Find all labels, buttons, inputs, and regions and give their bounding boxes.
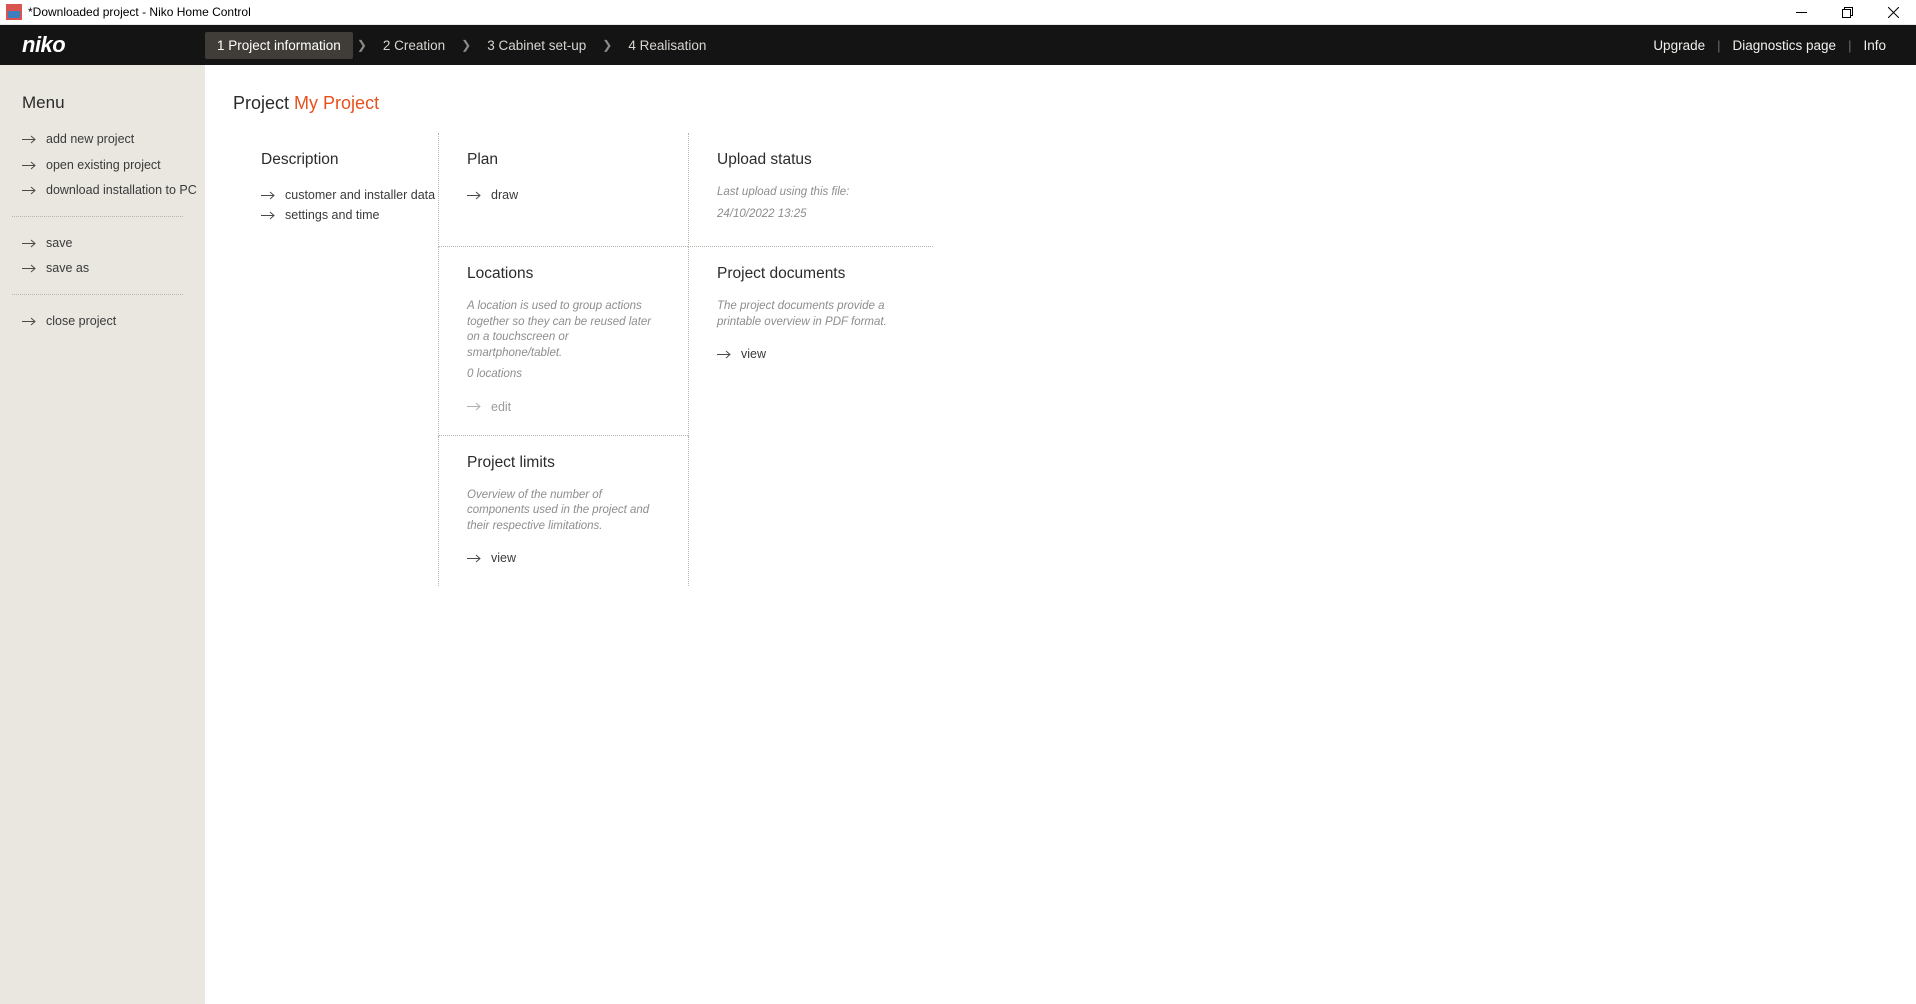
- card-empty: [233, 247, 438, 436]
- diagnostics-page-link[interactable]: Diagnostics page: [1732, 37, 1837, 53]
- card-title: Plan: [467, 151, 499, 168]
- main-content: [205, 65, 1916, 1004]
- arrow-right-icon: [22, 135, 40, 144]
- arrow-right-icon: [22, 239, 40, 248]
- locations-count: 0 locations: [467, 368, 522, 381]
- card-project-limits: [438, 436, 688, 587]
- arrow-right-icon: [261, 191, 279, 200]
- locations-note: A location is used to group actions together so they can be reused later on a touchscreen or smartphone/tablet.: [467, 300, 652, 359]
- sidebar-item-label: add new project: [46, 132, 135, 146]
- maximize-icon[interactable]: [1824, 0, 1870, 24]
- card-title: Upload status: [717, 151, 812, 168]
- sidebar-item-save[interactable]: [22, 231, 205, 257]
- card-project-documents: [688, 247, 933, 436]
- sidebar-group-save: [0, 217, 205, 282]
- top-navbar: [0, 25, 1916, 65]
- link-label: edit: [491, 399, 512, 414]
- info-link[interactable]: Info: [1863, 37, 1886, 53]
- upload-status-note: Last upload using this file:: [717, 186, 850, 198]
- project-limits-note: Overview of the number of components used in the project and their respective limitations.: [467, 488, 650, 532]
- sidebar-item-close-project[interactable]: [22, 309, 205, 335]
- link-label: view: [741, 347, 767, 362]
- sidebar-item-label: open existing project: [46, 157, 161, 172]
- sidebar-item-label: close project: [46, 313, 117, 328]
- sidebar-item-add-new-project[interactable]: [22, 127, 205, 153]
- arrow-right-icon: [467, 554, 485, 563]
- arrow-right-icon: [22, 161, 40, 170]
- link-customer-and-installer-data[interactable]: [261, 185, 436, 205]
- close-icon[interactable]: [1870, 0, 1916, 24]
- window-title: *Downloaded project - Niko Home Control: [28, 5, 251, 19]
- arrow-right-icon: [22, 264, 40, 273]
- cards-row: [233, 436, 933, 587]
- link-view-project-documents[interactable]: [717, 344, 909, 364]
- sidebar-item-label: save: [46, 235, 73, 250]
- sidebar-item-label: download installation to PC: [46, 183, 197, 197]
- card-title: Description: [261, 151, 339, 168]
- link-settings-and-time[interactable]: [261, 205, 414, 225]
- link-label: settings and time: [285, 208, 380, 222]
- minimize-icon[interactable]: [1778, 0, 1824, 24]
- card-upload-status: [688, 133, 933, 247]
- link-label: customer and installer data: [285, 188, 436, 202]
- link-label: draw: [491, 188, 519, 202]
- nav-separator: |: [1848, 37, 1852, 53]
- sidebar-item-save-as[interactable]: [22, 256, 205, 282]
- card-empty: [233, 436, 438, 587]
- project-name: My Project: [294, 93, 380, 113]
- nav-right-links: [1641, 25, 1898, 65]
- step-project-information[interactable]: 1 Project information: [205, 32, 353, 59]
- niko-logo: niko: [22, 32, 66, 57]
- card-locations: [438, 247, 688, 436]
- arrow-right-icon: [22, 186, 40, 195]
- sidebar-group-project: [0, 113, 205, 204]
- arrow-right-icon: [467, 402, 485, 411]
- upload-status-timestamp: 24/10/2022 13:25: [717, 207, 807, 220]
- nav-separator: |: [1717, 37, 1721, 53]
- chevron-right-icon: ❯: [461, 38, 472, 52]
- card-description: [233, 133, 438, 247]
- card-title: Project limits: [467, 453, 555, 471]
- link-view-project-limits[interactable]: [467, 548, 664, 568]
- wizard-steps: [205, 25, 718, 65]
- page-title: [205, 65, 1916, 114]
- app-icon: [6, 4, 22, 20]
- card-title: Project documents: [717, 265, 846, 283]
- step-cabinet-set-up[interactable]: 3 Cabinet set-up: [487, 37, 587, 53]
- sidebar-item-open-existing-project[interactable]: [22, 153, 205, 179]
- cards-row: [233, 133, 933, 247]
- sidebar-item-download-installation-to-pc[interactable]: [22, 178, 205, 204]
- chevron-right-icon: ❯: [602, 38, 613, 52]
- step-creation[interactable]: 2 Creation: [382, 37, 446, 53]
- window-titlebar: [0, 0, 1916, 25]
- window-controls: [1778, 0, 1916, 24]
- step-realisation[interactable]: 4 Realisation: [628, 37, 707, 53]
- card-empty: [688, 436, 933, 587]
- sidebar: [0, 65, 205, 1004]
- arrow-right-icon: [467, 191, 485, 200]
- arrow-right-icon: [261, 211, 279, 220]
- chevron-right-icon: ❯: [356, 38, 367, 52]
- sidebar-item-label: save as: [46, 261, 90, 275]
- project-documents-note: The project documents provide a printable overview in PDF format.: [717, 300, 887, 328]
- link-label: view: [491, 551, 517, 566]
- link-edit-locations[interactable]: [467, 397, 664, 417]
- cards-row: [233, 247, 933, 436]
- project-label: Project: [233, 93, 290, 113]
- sidebar-title: Menu: [22, 93, 65, 112]
- upgrade-link[interactable]: Upgrade: [1653, 37, 1706, 53]
- card-title: Locations: [467, 265, 534, 283]
- arrow-right-icon: [22, 317, 40, 326]
- card-plan: [438, 133, 688, 247]
- link-draw[interactable]: [467, 185, 664, 205]
- sidebar-group-close: [0, 295, 205, 335]
- page-body: [0, 65, 1916, 1004]
- arrow-right-icon: [717, 350, 735, 359]
- cards-grid: [233, 133, 933, 586]
